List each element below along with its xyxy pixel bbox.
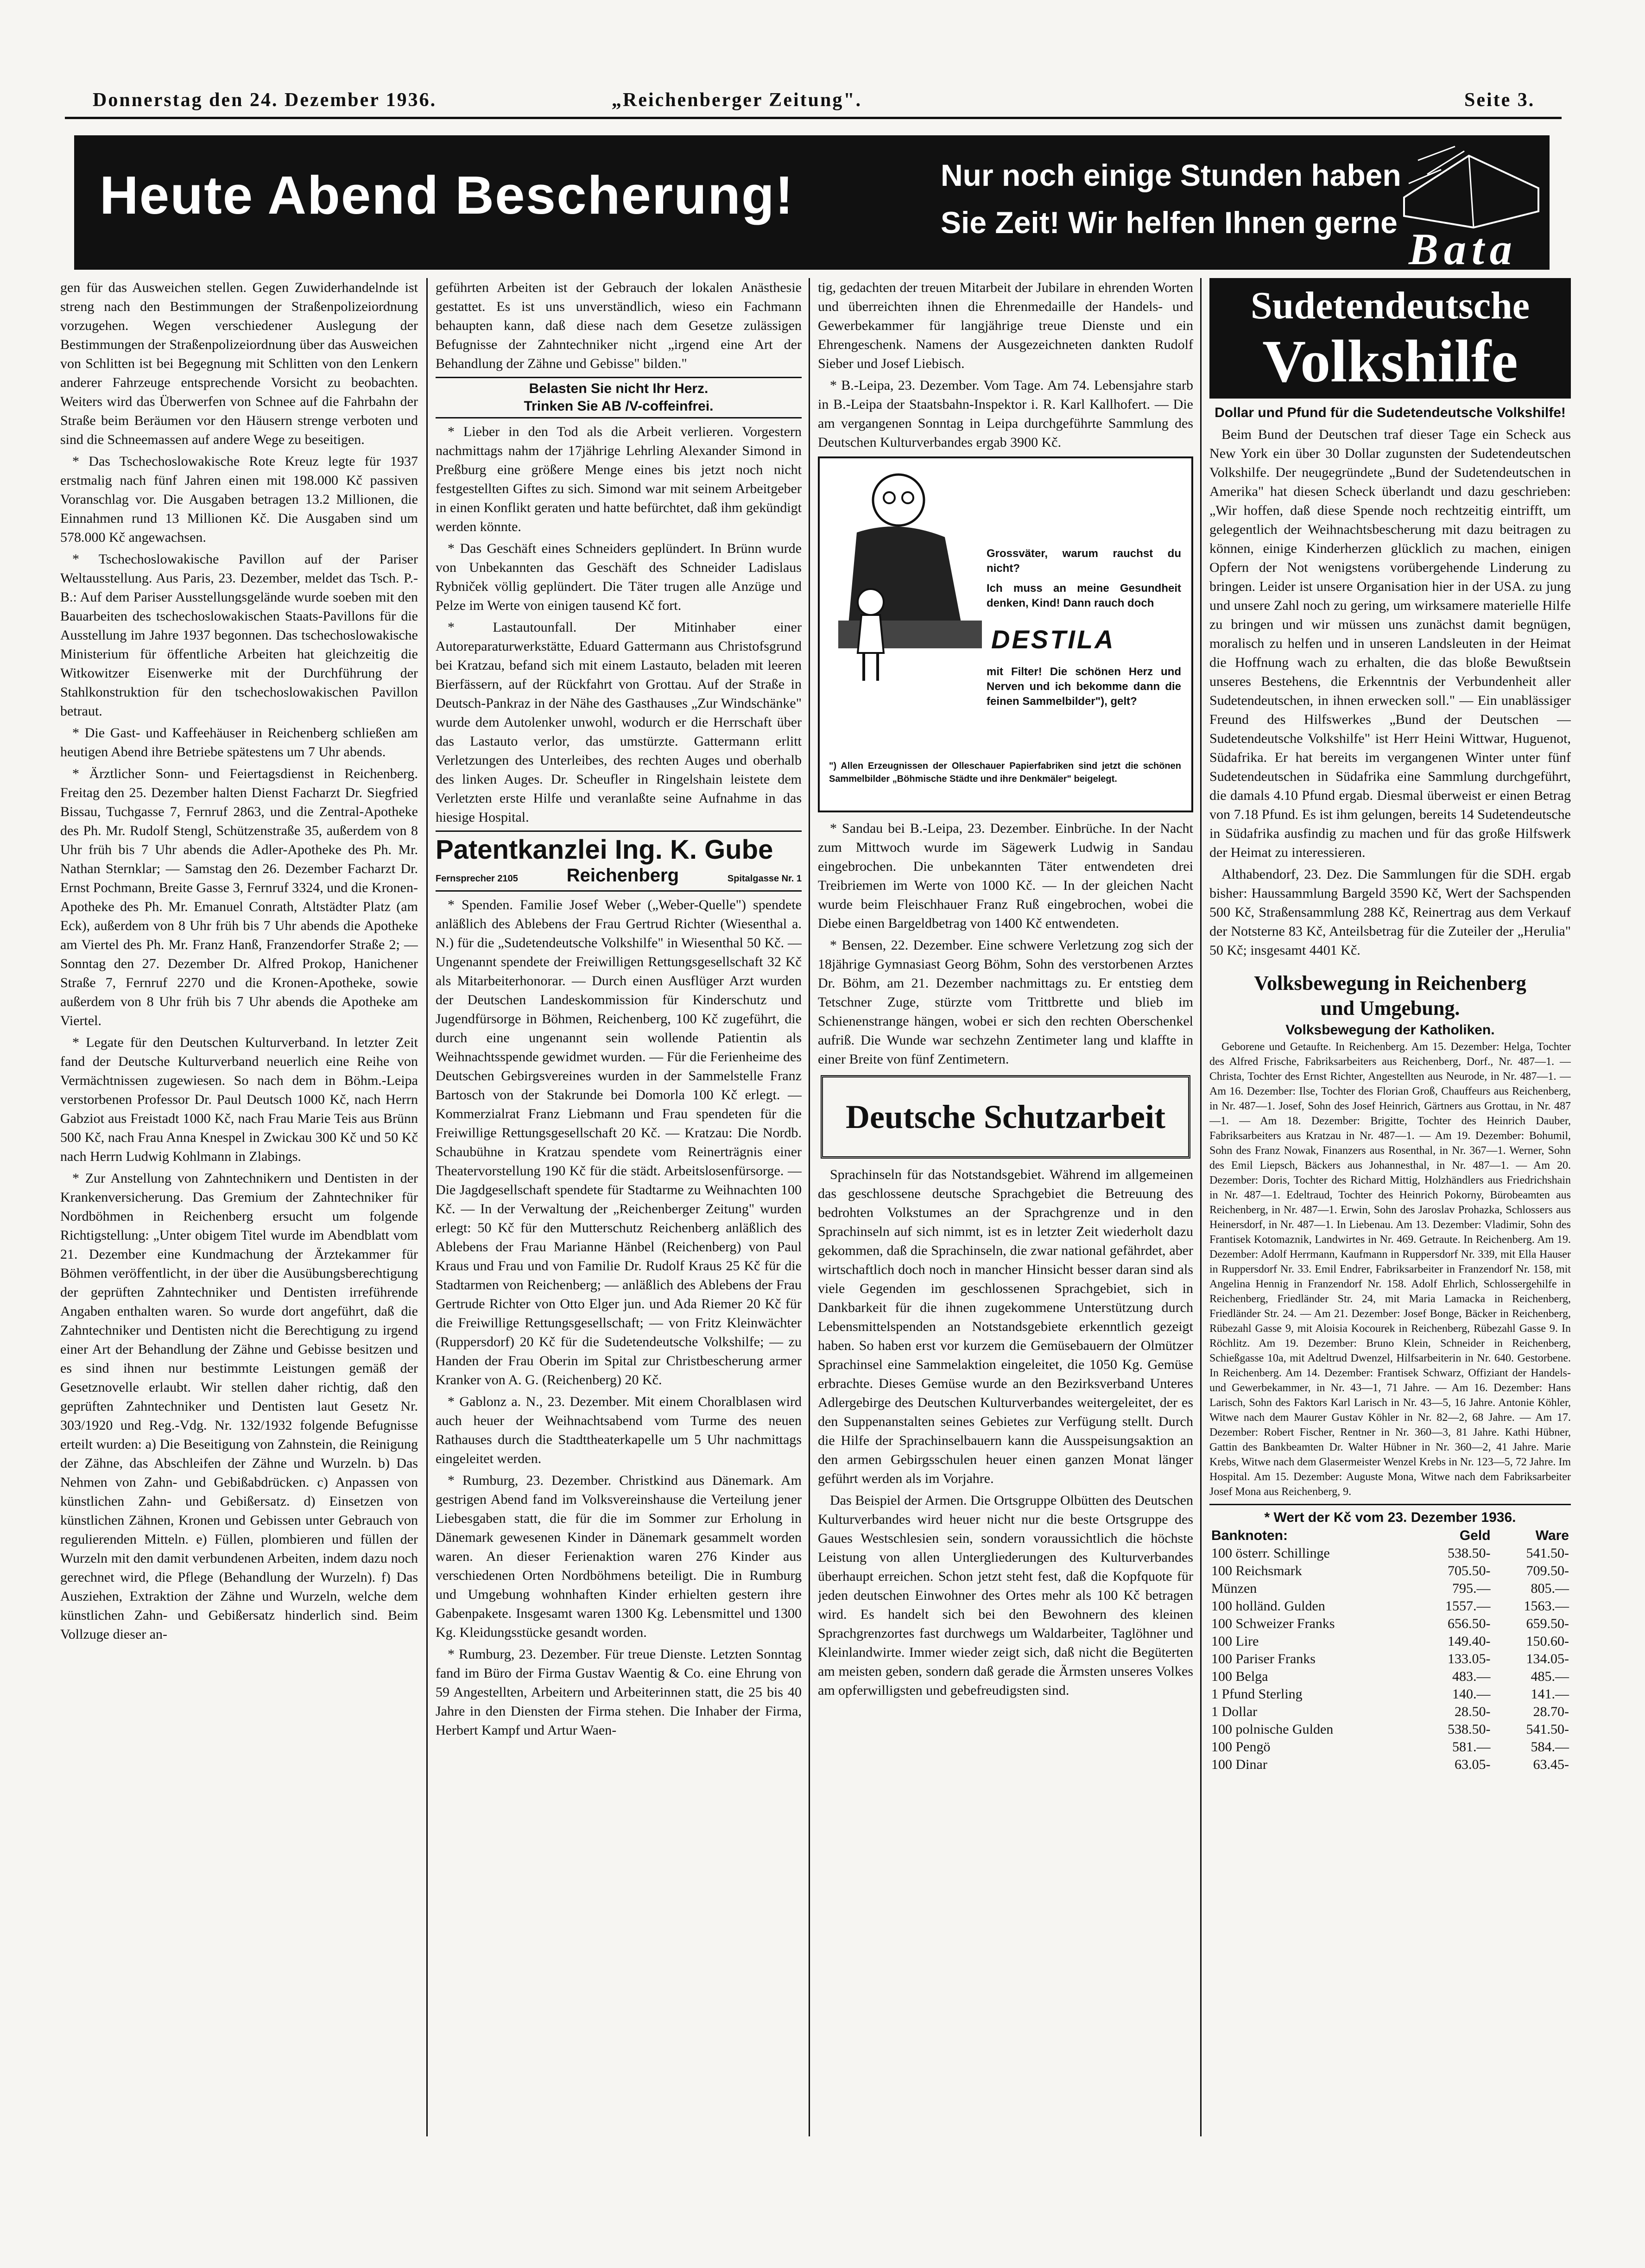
rate-currency: 100 Lire: [1211, 1634, 1259, 1649]
table-row: [1209, 1738, 1571, 1756]
rate-ware: 805.—: [1531, 1581, 1569, 1596]
table-row: [1209, 1668, 1571, 1685]
table-row: [1209, 1597, 1571, 1615]
rate-currency: 100 Schweizer Franks: [1211, 1616, 1335, 1631]
table-row: [1209, 1580, 1571, 1597]
volkshilfe-title-2: Volkshilfe: [1262, 328, 1518, 395]
rate-ware: 541.50-: [1526, 1546, 1569, 1561]
volksbewegung-title-3: Volksbewegung der Katholiken.: [1285, 1022, 1495, 1038]
destila-answer: Ich muss an meine Gesundheit denken, Kind! Dann rauch doch: [987, 582, 1181, 609]
rate-ware: 141.—: [1531, 1686, 1569, 1702]
article-tod: * Lieber in den Tod als die Arbeit verlieren. Vorgestern nachmittags nahm der 17jährige Lehrling Alexander Simond in Preßburg eine größere Menge eines bis jetzt noch nicht festgestellten Giftes zu sich. Simond war mit seinem Arbeitgeber in einen Konflikt geraten und hatte befürchtet, daß ihm gekündigt werden könnte.: [436, 424, 802, 534]
article-legate: * Legate für den Deutschen Kulturverband. In letzter Zeit fand der Deutsche Kulturverband neuerlich eine Reihe von Vermächtnissen zugewiesen. So nach dem in Böhm.-Leipa verstorbenen Professor Dr. Paul Deutsch 1000 Kč, nach Herrn Gabziot aus Freistadt 1000 Kč, nach Frau Marie Teis aus Brünn 500 Kč, nach Frau Anna Knespel in Zwickau 300 Kč und 50 Kč nach Herrn Ludwig Kohlmann in Zlabings.: [60, 1035, 418, 1164]
article-pavillon: * Tschechoslowakische Pavillon auf der Pariser Weltausstellung. Aus Paris, 23. Dezember, meldet das Tsch. P.-B.: Auf dem Pariser Ausstellungsgelände wurde soeben mit den Bauarbeiten des tschechoslowakischen Staats-Pavillons für die Ausstellung im Jahre 1937 begonnen. Das tschechoslowakische Ministerium für öffentliche Arbeiten hat gleichzeitig die Witkowitzer Eisenwerke mit der Durchführung der Stahlkonstruktion für den tschechoslowakischen Pavillon betraut.: [60, 551, 418, 719]
article-rumburg-dienste: * Rumburg, 23. Dezember. Für treue Dienste. Letzten Sonntag fand im Büro der Firma Gustav Waentig & Co. eine Ehrung von 59 Angestellten, Arbeitern und Arbeiterinnen statt, die 25 bis 40 Jahre in den Diensten der Firma stehen. Die Inhaber der Firma, Herbert Kampf und Artur Waen-: [436, 1647, 802, 1738]
destila-ad: [818, 456, 1193, 812]
patent-office-ad: [436, 830, 802, 892]
article-gablonz: * Gablonz a. N., 23. Dezember. Mit einem Choralblasen wird auch heuer der Weihnachtsabend vom Turme des neuen Rathauses durch die Stadttheaterkapelle um 5 Uhr nachmittags eingeleitet werden.: [436, 1394, 802, 1466]
rate-currency: 100 Dinar: [1211, 1757, 1267, 1772]
rate-currency: Münzen: [1211, 1581, 1257, 1596]
destila-tagline: mit Filter! Die schönen Herz und Nerven und ich bekomme dann die feinen Sammelbilder"), gelt?: [987, 665, 1181, 708]
rate-currency: 100 polnische Gulden: [1211, 1722, 1334, 1737]
rate-geld: 133.05-: [1448, 1651, 1491, 1666]
article-gasthaeuser: * Die Gast- und Kaffeehäuser in Reichenberg schließen am heutigen Abend ihre Betriebe spätestens um 7 Uhr abends.: [60, 725, 418, 760]
table-row: [1209, 1562, 1571, 1580]
table-row: [1209, 1650, 1571, 1668]
coffee-ad: [436, 377, 802, 418]
destila-brand: DESTILA: [991, 625, 1115, 654]
rate-ware: 659.50-: [1526, 1616, 1569, 1631]
column-divider-2: [809, 278, 810, 2136]
rate-geld: 1557.—: [1445, 1598, 1491, 1614]
column-divider-3: [1200, 278, 1202, 2136]
article-text: gen für das Ausweichen stellen. Gegen Zuwiderhandelnde ist streng nach den Bestimmungen der Straßenpolizeiordnung vorzugehen. Wegen verschiedener Auslegung der Bestimmungen der Straßenpolizeiordnung über das Ausweichen von Schlitten ist bei Begegnung mit Schlitten von den Lenkern anderer Fahrzeuge entsprechende Vorsicht zu beobachten. Weiters wird das Überwerfen von Schnee auf die Fahrbahn der Straße beim Beräumen vor den Häusern strenge verboten und sind die Schneemassen auf andere Wege zu beseitigen.: [60, 280, 418, 447]
schutzarbeit-heading-box: [821, 1075, 1190, 1159]
rate-geld: 656.50-: [1448, 1616, 1491, 1631]
volksbewegung-heading: [1209, 971, 1571, 1039]
patent-ad-address: Spitalgasse Nr. 1: [727, 874, 802, 884]
article-schneider: * Das Geschäft eines Schneiders geplündert. In Brünn wurde von Unbekannten das Geschäft des Schneider Ladislaus Rybniček völlig geplündert. Die Täter trugen alle Anzüge und Pelze im Werte von einigen tausend Kč fort.: [436, 541, 802, 613]
table-row: [1209, 1756, 1571, 1774]
article-rumburg-christkind: * Rumburg, 23. Dezember. Christkind aus Dänemark. Am gestrigen Abend fand im Volksvereinshause die Verteilung jener Liebesgaben statt, die für die im Sommer zur Erholung in Dänemark gewesenen Kinder in Dänemark gesammelt worden waren. An dieser Ferienaktion waren 276 Kinder aus verschiedenen Orten Nordböhmens beteiligt. Die in Rumburg und Umgebung wohnhaften Kinder erhielten gestern ihre Gabenpakete. Insgesamt waren 1300 Kg. Lebensmittel und 1300 Kg. Kleidungsstücke gesandt worden.: [436, 1473, 802, 1640]
rate-currency: 100 Reichsmark: [1211, 1563, 1302, 1578]
patent-ad-city: Reichenberg: [566, 865, 679, 886]
destila-footnote: ") Allen Erzeugnissen der Olleschauer Papierfabriken sind jetzt die schönen Sammelbilder „Böhmische Städte und ihre Denkmäler" beigelegt.: [829, 761, 1181, 784]
header-rule: [65, 117, 1562, 119]
volksbewegung-records: Geborene und Getaufte. In Reichenberg. Am 15. Dezember: Helga, Tochter des Alfred Frische, Fabriksarbeiters aus Reichenberg, Dorf., Nr. 487—1. — Christa, Tochter des Ernst Richter, Angestellten aus Neurode, in Nr. 487—1. — Am 16. Dezember: Ilse, Tochter des Florian Groß, Chauffeurs aus Reichenberg, in Nr. 487—1. Josef, Sohn des Josef Heinrich, Gärtners aus Grottau, in Nr. 487—1. — Am 18. Dezember: Brigitte, Tochter des Heinrich Dauber, Fabriksarbeiters aus Kratzau in Nr. 487—1. — Am 19. Dezember: Bohumil, Sohn des Franz Nowak, Finanzers aus Rosenthal, in Nr. 367—1. Werner, Sohn des Emil Liepsch, Bäckers aus Johannesthal, in Nr. 487—1. — Am 20. Dezember: Doris, Tochter des Richard Mittig, Holzhändlers aus Friedrichshain in Nr. 487—1. Edeltraud, Tochter des Heinrich Pokorny, Bürobeamten aus Reichenberg, in Nr. 487—1. Erwin, Sohn des Jaroslav Prohazka, Schlossers aus Heinersdorf, in Nr. 487—1. In Liebenau. Am 13. Dezember: Vladimir, Sohn des Frantisek Kotomaznik, Landwirtes in Nr. 469. Getraute. In Reichenberg. Am 19. Dezember: Adolf Herrmann, Kaufmann in Ruppersdorf Nr. 339, mit Ella Hauser in Ruppersdorf Nr. 33. Emil Endrer, Fabriksarbeiter in Franzendorf Nr. 158, mit Angelina Hennig in Franzendorf Nr. 158. Adolf Ehrlich, Schlossergehilfe in Reichenberg, Friedländer Str. 24, mit Maria Lamacka in Reichenberg, Friedländer Str. 24. — Am 21. Dezember: Josef Bonge, Bäcker in Reichenberg, Rübezahl Gasse 9, mit Aloisia Kocourek in Reichenberg, Rübezahl Gasse 9. In Röchlitz. Am 19. Dezember: Bruno Klein, Schneider in Reichenberg, Schießgasse 10a, mit Adeltrud Dwenzel, Hilfsarbeiterin in Nr. 640. Gestorbene. In Reichenberg. Am 14. Dezember: Frantisek Schwarz, Offiziant der Handels- und Gewerbekammer, in Nr. 43—1, 71 Jahre. — Am 16. Dezember: Hans Larisch, Sohn des Faktors Karl Larisch in Nr. 43—5, 16 Jahre. Antonie Köhler, Witwe nach dem Maurer Gustav Köhler in Nr. 82—2, 68 Jahre. — Am 17. Dezember: Robert Fischer, Rentner in Nr. 360—3, 81 Jahre. Kathi Hübner, Gattin des Bankbeamten Dr. Walter Hübner in Nr. 360—2, 41 Jahre. Marie Krebs, Witwe nach dem Glasermeister Wenzel Krebs in Nr. 123—5, 72 Jahre. Im Hospital. Am 15. Dezember: Auguste Mona, Witwe nach dem Fabriksarbeiter Josef Mona aus Reichenberg, 9.: [1209, 1041, 1571, 1498]
column-2: [436, 278, 802, 2136]
rate-geld: 483.—: [1452, 1669, 1491, 1684]
rates-col-banknoten: Banknoten:: [1211, 1528, 1288, 1543]
volksbewegung-title-2: und Umgebung.: [1320, 997, 1460, 1020]
gift-box-icon: [1399, 142, 1543, 230]
article-sprachinseln: Sprachinseln für das Notstandsgebiet. Während im allgemeinen das geschlossene deutsche Sprachgebiet die Betreuung des bedrohten Volkstumes an der Sprachgrenze und in den Sprachinseln auf sich nimmt, ist es in letzter Zeit wiederholt dazu gekommen, daß die Sprachinseln, die zwar national gefährdet, aber wirtschaftlich doch noch in mancher Hinsicht besser daran sind als viele Gegenden im geschlossenen Sprachgebiet, sich in Dankbarkeit für die ihnen zugekommene Unterstützung durch Lebensmittelspenden an Notstandsgebiete erkenntlich gezeigt haben. So haben erst vor kurzem die Gemüsebauern der Olmützer Sprachinsel eine Sammelaktion eingeleitet, die 1050 Kg. Gemüse erbrachte. Dieses Gemüse wurde an den Bezirksverband Unteres Adlergebirge des Deutschen Kulturverbandes weitergeleitet, der es den Suppenanstalten seines Gebietes zur Verfügung stellt. Durch die Hilfe der Sprachinselbauern kann die Ausspeisungsaktion an den armen Gebirgsschulen heuer einen ganzen Monat länger geführt werden als im Vorjahre.: [818, 1167, 1193, 1486]
rate-ware: 150.60-: [1526, 1634, 1569, 1649]
article-volkshilfe: Beim Bund der Deutschen traf dieser Tage ein Scheck aus New York ein über 30 Dollar zugunsten der Sudetendeutschen Volkshilfe. Der neugegründete „Bund der Sudetendeutschen in Amerika" hat diesen Scheck überlandt und dazu geschrieben: „Wir hoffen, daß diese Spende noch rechtzeitig eintrifft, um gelegentlich der Weihnachtsbescherung mit dazu beitragen zu können, einige Kinderherzen glücklich zu machen, einigen Opfern der Not wenigstens vorübergehende Linderung zu bringen. Leider ist unsere Organisation hier in der USA. zu jung und unsere Zahl noch zu gering, um wirksamere materielle Hilfe zu bringen und wir müssen uns zunächst damit begnügen, moralisch zu helfen und in unseren Landsleuten in der Heimat die Hoffnung wach zu erhalten, die das bloße Bewußtsein unseres Bestehens, die Erkenntnis der Verbundenheit aller Sudetendeutschen, in ihnen erwecken soll." — Ein unablässiger Freund des Hilfswerkes „Bund der Deutschen — Sudetendeutsche Volkshilfe" ist Herr Heini Wittwar, Huguenot, Südafrika. Er hat bereits im vergangenen Winter unter fünf Sudetendeutschen in Südafrika eine Sammlung durchgeführt, die damals 4.10 Pfund ergab. Diesmal überweist er einen Betrag von 7.18 Pfund. Es ist ihm gelungen, bereits 14 Sudetendeutsche in Südafrika ausfindig zu machen und für das große Hilfswerk der Heimat zu interessieren.: [1209, 427, 1571, 860]
rate-ware: 63.45-: [1533, 1757, 1569, 1772]
destila-question: Grossväter, warum rauchst du nicht?: [987, 547, 1181, 575]
article-spenden: * Spenden. Familie Josef Weber („Weber-Quelle") spendete anläßlich des Ablebens der Frau Gertrud Richter (Wiesenthal a. N.) für die „Sudetendeutsche Volkshilfe" in Wiesenthal 50 Kč. — Ungenannt spendete der Freiwilligen Rettungsgesellschaft 32 Kč als Mitarbeiterhonorar. — Durch einen Ausflüger Arzt wurden der Deutschen Landeskommission für Kinderschutz und Jugendfürsorge in Böhmen, Reichenberg, 100 Kč zugeführt, die durch eine ungenannt sein wollende Patientin als Weihnachtsspende gewidmet wurden. — Für die Ferienheime des Deutschen Gebirgsvereines wurden in der Sammelstelle Franz Bartosch von der Stakrunde bei Domorla 100 Kč erlegt. — Kommerzialrat Franz Liebmann und Frau spendeten für die Freiwillige Rettungsgesellschaft 20 Kč. — Kratzau: Die Nordb. Schaubühne in Kratzau spendete vom Reinerträgnis einer Theatervorstellung 190 Kč für die städt. Arbeitslosenfürsorge. — Die Jagdgesellschaft spendete für Stadtarme zu Weihnachten 100 Kč. — In der Verwaltung der „Reichenberger Zeitung" wurden erlegt: 50 Kč für den Mutterschutz Reichenberg anläßlich des Ablebens der Frau Marianne Hänbel (Reichenberg) von Paul Kraus und Frau und von Familie Dr. Rudolf Kraus 25 Kč für die Stadtarmen von Reichenberg; — anläßlich des Ablebens der Frau Gertrude Richter von Otto Elger jun. und Ada Riemer 20 Kč für die Freiwillige Rettungsgesellschaft; — von Fritz Kleinwächter (Ruppersdorf) 20 Kč für die Sudetendeutsche Volkshilfe; — zu Handen der Frau Oberin im Spital zur Christbescherung armer Kranker von A. G. (Reichenberg) 20 Kč.: [436, 897, 802, 1387]
bata-logo: Bata: [1409, 224, 1518, 274]
volksbewegung-title-1: Volksbewegung in Reichenberg: [1254, 972, 1526, 995]
banner-line-1: Nur noch einige Stunden haben: [941, 158, 1401, 192]
volkshilfe-subtitle: Dollar und Pfund für die Sudetendeutsche Volkshilfe!: [1215, 405, 1566, 420]
volkshilfe-masthead: [1209, 278, 1571, 399]
article-text: geführten Arbeiten ist der Gebrauch der lokalen Anästhesie gestattet. Es ist uns unverständlich, wieso ein Fachmann behaupten kann, daß diese nach dem Gesetze zulässigen Befugnisse der Zahntechniker nicht „irgend eine Art der Behandlung der Zähne und Gebisse" bilden.": [436, 280, 802, 371]
column-3: [818, 278, 1193, 2136]
rate-currency: 100 Belga: [1211, 1669, 1268, 1684]
table-row: [1209, 1721, 1571, 1738]
article-sandau: * Sandau bei B.-Leipa, 23. Dezember. Einbrüche. In der Nacht zum Mittwoch wurde im Sägewerk Ludwig in Sandau eingebrochen. Die unbekannten Täter entwendeten drei Treibriemen im Werte von 1000 Kč. — In der gleichen Nacht wurde beim Fleischhauer Franz Ruß eingebrochen, wobei die Diebe einen Bargeldbetrag von 1400 Kč entwendeten.: [818, 821, 1193, 931]
article-beispiel-armen: Das Beispiel der Armen. Die Ortsgruppe Olbütten des Deutschen Kulturverbandes wird heuer nicht nur die beste Ortsgruppe des Gaues Westschlesien sein, sondern voraussichtlich die höchste Leistung von allen Untergliederungen des Kulturverbandes überhaupt erreichen. Schon jetzt steht fest, daß die Kopfquote für jeden deutschen Einwohner des Ortes mehr als 100 Kč betragen wird. Es handelt sich bei den Bewohnern des kleinen Sprachgrenzortes fast durchwegs um Waldarbeiter, Taglöhner und Kleinlandwirte. Immer wieder zeigt sich, daß nicht die Begüterten am meisten geben, sondern daß gerade die Ärmsten unseres Volkes am opferwilligsten und gebefreudigsten sind.: [818, 1493, 1193, 1698]
exchange-rates-title: * Wert der Kč vom 23. Dezember 1936.: [1264, 1510, 1516, 1525]
header-date: Donnerstag den 24. Dezember 1936.: [93, 89, 437, 111]
rate-ware: 28.70-: [1533, 1704, 1569, 1719]
rate-currency: 1 Pfund Sterling: [1211, 1686, 1303, 1702]
rate-geld: 28.50-: [1455, 1704, 1491, 1719]
article-lastauto: * Lastautounfall. Der Mitinhaber einer Autoreparaturwerkstätte, Eduard Gattermann aus Christofsgrund bei Kratzau, befand sich mit einem Lastauto, beladen mit leeren Bierfässern, auf der Rückfahrt von Grottau. Auf der Straße in Deutsch-Pankraz in der Nähe des Gasthauses „Zur Windschänke" wurde dem Autolenker unwohl, wodurch er die Herrschaft über das Lastauto verlor, das umstürzte. Gattermann erlitt Verletzungen des Unterleibes, des rechten Auges und oberhalb des linken Auges. Dr. Scheufler in Ringelshain leistete dem Verletzten erste Hilfe und veranlaßte seine Aufnahme in das hiesige Hospital.: [436, 620, 802, 825]
rate-geld: 140.—: [1452, 1686, 1491, 1702]
patent-ad-phone: Fernsprecher 2105: [436, 874, 518, 884]
column-4: [1209, 278, 1571, 2136]
table-row: [1209, 1703, 1571, 1721]
article-zahntechniker: * Zur Anstellung von Zahntechnikern und Dentisten in der Krankenversicherung. Das Gremium der Zahntechniker für Nordböhmen in Reichenberg ersucht um folgende Richtigstellung: „Unter obigem Titel wurde im Abendblatt vom 21. Dezember eine Kundmachung der Ärztekammer für Böhmen veröffentlicht, in der über die Ausübungsberechtigung der geprüften Zahntechniker und Dentisten irreführende Angaben enthalten waren. So wurde dort angeführt, daß die Zahntechniker und Dentisten nicht die Berechtigung zu irgend einer Art der Behandlung der Zähne und Gebisse besitzen und es sind ihnen nur bestimmte Leistungen gemäß der Gesetznovelle erlaubt. Wir stellen daher richtig, daß den geprüften Zahntechniker und Dentisten laut Gesetz Nr. 303/1920 und Reg.-Vdg. Nr. 132/1932 folgende Befugnisse erteilt wurden: a) Die Beseitigung von Zahnstein, die Reinigung der Zähne, das Abschleifen der Zähne und Wurzeln. b) Das Nehmen von Zahn- und Gebißabdrücken. c) Anpassen von künstlichen Zahn- und Gebißersatz. d) Einsetzen von künstlichen Zähnen, Kronen und Gebissen unter Gebrauch von regulierenden Mitteln. e) Füllen, plombieren und füllen der Wurzeln mit den damit verbundenen Arbeiten, indem dazu noch gerechnet wird, die Pflege (Behandlung der Wurzeln). f) Das Ausziehen, Extraktion der Zähne und Wurzeln, welche dem künstlichen Zahn- und Gebißersatz hinderlich sind. Beim Vollzuge dieser an-: [60, 1171, 418, 1642]
banner-headline: Heute Abend Bescherung!: [100, 165, 794, 225]
article-leipa: * B.-Leipa, 23. Dezember. Vom Tage. Am 74. Lebensjahre starb in B.-Leipa der Staatsbahn-Inspektor i. R. Karl Kallhofert. — Die am vergangenen Sonntag in Leipa durchgeführte Sammlung des Deutschen Kulturverbandes ergab 3900 Kč.: [818, 378, 1193, 450]
volkshilfe-title-1: Sudetendeutsche: [1250, 284, 1530, 327]
rate-currency: 100 holländ. Gulden: [1211, 1598, 1325, 1614]
rate-geld: 149.40-: [1448, 1634, 1491, 1649]
rate-geld: 538.50-: [1448, 1546, 1491, 1561]
rate-geld: 705.50-: [1448, 1563, 1491, 1578]
coffee-ad-line-2: Trinken Sie AB /V-coffeinfrei.: [524, 399, 714, 414]
rates-col-geld: Geld: [1459, 1528, 1491, 1543]
rate-geld: 581.—: [1452, 1739, 1491, 1755]
article-rotes-kreuz: * Das Tschechoslowakische Rote Kreuz legte für 1937 erstmalig nach fünf Jahren einen mit 198.000 Kč passiven Voranschlag vor. Die Ausgaben betragen 13.2 Millionen, die Einnahmen rund 13 Millionen Kč. Die Ausgaben sind um 578.000 Kč angewachsen.: [60, 454, 418, 545]
rate-ware: 485.—: [1531, 1669, 1569, 1684]
exchange-rates-header: [1209, 1527, 1571, 1545]
rate-currency: 100 österr. Schillinge: [1211, 1546, 1330, 1561]
rate-currency: 1 Dollar: [1211, 1704, 1258, 1719]
article-althabendorf: Althabendorf, 23. Dez. Die Sammlungen für die SDH. ergab bisher: Haussammlung Bargeld 3590 Kč, Wert der Sachspenden 500 Kč, Straßensammlung 288 Kč, Reinertrag aus dem Verkauf der Notsterne 83 Kč, Anteilsbetrag für die Zuteiler der „Herulia" 50 Kč; insgesamt 4401 Kč.: [1209, 867, 1571, 958]
rate-currency: 100 Pengö: [1211, 1739, 1271, 1755]
rate-geld: 795.—: [1452, 1581, 1491, 1596]
column-divider-1: [426, 278, 428, 2136]
header-paper-name: „Reichenberger Zeitung".: [612, 89, 862, 111]
exchange-rates: [1209, 1504, 1571, 1774]
article-bensen: * Bensen, 22. Dezember. Eine schwere Verletzung zog sich der 18jährige Gymnasiast Georg Böhm, Sohn des verstorbenen Arztes Dr. Böhm, am 21. Dezember nachmittags zu. Er entstieg dem Tetschner Zuge, stürzte vom Trittbrette und blieb im Schienenstrange hängen, wobei er sich den rechten Oberschenkel aufriß. Die Wunde war sechzehn Zentimeter lang und klaffte in einer Breite von fünf Zentimetern.: [818, 938, 1193, 1067]
exchange-rates-table: [1209, 1527, 1571, 1774]
patent-ad-title: Patentkanzlei Ing. K. Gube: [436, 835, 773, 865]
rate-ware: 709.50-: [1526, 1563, 1569, 1578]
article-aerztedienst: * Ärztlicher Sonn- und Feiertagsdienst in Reichenberg. Freitag den 25. Dezember halten Dienst Facharzt Dr. Siegfried Bissau, Tuchgasse 7, Fernruf 2863, und die Zentral-Apotheke des Ph. Mr. Rudolf Stengl, Schützenstraße 35, außerdem von 8 Uhr früh bis 7 Uhr abends die Adler-Apotheke des Ph. Mr. Nathan Sternklar; — Samstag den 26. Dezember Facharzt Dr. Ernst Pochmann, Breite Gasse 3, Fernruf 3324, und die Kronen-Apotheke des Ph. Mr. Emanuel Conrath, Altstädter Platz (am Eck), außerdem von 8 Uhr früh bis 7 Uhr abends die Apotheke am Viertel des Ph. Mr. Franz Hanß, Franzendorfer Straße 2; — Sonntag den 27. Dezember Dr. Alfred Prokop, Hanichener Straße 7, Fernruf 2270 und die Kronen-Apotheke, sowie außerdem von 8 Uhr früh bis 7 Uhr abends die Apotheke am Viertel.: [60, 766, 418, 1028]
rate-geld: 538.50-: [1448, 1722, 1491, 1737]
table-row: [1209, 1615, 1571, 1633]
rate-geld: 63.05-: [1455, 1757, 1491, 1772]
column-1: [60, 278, 418, 2136]
rates-col-ware: Ware: [1535, 1528, 1569, 1543]
rate-ware: 584.—: [1531, 1739, 1569, 1755]
table-row: [1209, 1545, 1571, 1562]
rate-ware: 1563.—: [1524, 1598, 1569, 1614]
coffee-ad-line-1: Belasten Sie nicht Ihr Herz.: [529, 381, 709, 396]
header-page-number: Seite 3.: [1464, 89, 1535, 111]
rate-currency: 100 Pariser Franks: [1211, 1651, 1316, 1666]
table-row: [1209, 1685, 1571, 1703]
bata-banner-ad: [74, 135, 1550, 274]
article-text: tig, gedachten der treuen Mitarbeit der Jubilare in ehrenden Worten und überreichten ihnen die Ehrenmedaille der Handels- und Gewerbekammer für langjährige treue Dienste und ein Ehrengeschenk. Namens der Ausgezeichneten dankten Rudolf Sieber und Josef Liebisch.: [818, 280, 1193, 371]
schutzarbeit-title: Deutsche Schutzarbeit: [846, 1098, 1165, 1135]
grandfather-child-illustration: [829, 468, 987, 685]
table-row: [1209, 1633, 1571, 1650]
rate-ware: 134.05-: [1526, 1651, 1569, 1666]
banner-line-2: Sie Zeit! Wir helfen Ihnen gerne: [941, 205, 1398, 240]
rate-ware: 541.50-: [1526, 1722, 1569, 1737]
